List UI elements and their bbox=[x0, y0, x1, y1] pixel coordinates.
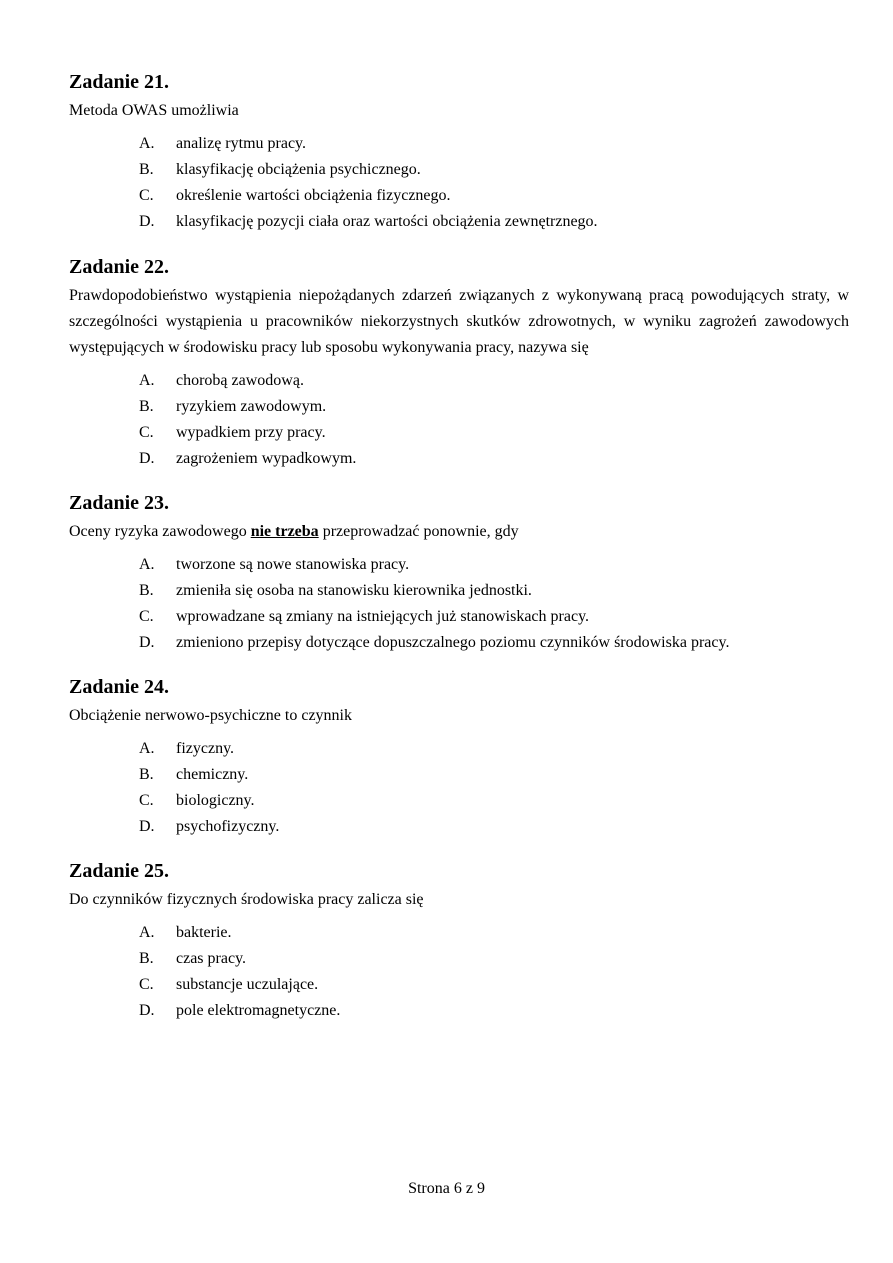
answer-letter: C. bbox=[139, 187, 154, 204]
answer-text: zmieniła się osoba na stanowisku kierownika jednostki. bbox=[176, 582, 532, 599]
answer-option-c bbox=[69, 183, 849, 209]
answer-option-c bbox=[69, 788, 849, 814]
answer-text: chemiczny. bbox=[176, 766, 249, 783]
answer-text: chorobą zawodową. bbox=[176, 372, 304, 389]
answer-letter: A. bbox=[139, 924, 155, 941]
answer-letter: D. bbox=[139, 450, 155, 467]
answer-letter: B. bbox=[139, 950, 154, 967]
answer-text: klasyfikację obciążenia psychicznego. bbox=[176, 161, 421, 178]
answer-option-c bbox=[69, 420, 849, 446]
answer-letter: B. bbox=[139, 161, 154, 178]
answer-option-a bbox=[69, 368, 849, 394]
question-text-before: Oceny ryzyka zawodowego bbox=[69, 523, 251, 540]
answer-letter: A. bbox=[139, 556, 155, 573]
answer-text: wypadkiem przy pracy. bbox=[176, 424, 326, 441]
answer-option-b bbox=[69, 394, 849, 420]
answer-option-d bbox=[69, 814, 849, 840]
answer-text: wprowadzane są zmiany na istniejących już stanowiskach pracy. bbox=[176, 608, 590, 625]
task-23 bbox=[69, 491, 849, 656]
question-text-after: przeprowadzać ponownie, gdy bbox=[318, 523, 519, 540]
task-question bbox=[69, 519, 849, 545]
answer-text: substancje uczulające. bbox=[176, 976, 319, 993]
task-title: Zadanie 24. bbox=[69, 676, 170, 698]
answer-list bbox=[69, 920, 849, 1024]
answer-option-a bbox=[69, 920, 849, 946]
task-title: Zadanie 21. bbox=[69, 71, 170, 93]
answer-option-d bbox=[69, 630, 849, 656]
answer-letter: A. bbox=[139, 135, 155, 152]
answer-letter: A. bbox=[139, 372, 155, 389]
answer-letter: B. bbox=[139, 582, 154, 599]
answer-option-c bbox=[69, 972, 849, 998]
answer-text: zmieniono przepisy dotyczące dopuszczalnego poziomu czynników środowiska pracy. bbox=[176, 634, 730, 651]
answer-text: klasyfikację pozycji ciała oraz wartości obciążenia zewnętrznego. bbox=[176, 213, 598, 230]
answer-text: fizyczny. bbox=[176, 740, 235, 757]
task-title: Zadanie 25. bbox=[69, 860, 170, 882]
task-question: Metoda OWAS umożliwia bbox=[69, 102, 239, 119]
answer-option-a bbox=[69, 552, 849, 578]
answer-text: bakterie. bbox=[176, 924, 232, 941]
answer-option-d bbox=[69, 446, 849, 472]
answer-letter: C. bbox=[139, 424, 154, 441]
answer-letter: D. bbox=[139, 213, 155, 230]
answer-list bbox=[69, 736, 849, 840]
answer-option-b bbox=[69, 946, 849, 972]
task-title: Zadanie 22. bbox=[69, 256, 170, 278]
task-question: Do czynników fizycznych środowiska pracy zalicza się bbox=[69, 891, 424, 908]
answer-letter: D. bbox=[139, 1002, 155, 1019]
answer-text: tworzone są nowe stanowiska pracy. bbox=[176, 556, 410, 573]
answer-list bbox=[69, 368, 849, 472]
task-21 bbox=[69, 70, 849, 235]
answer-letter: C. bbox=[139, 792, 154, 809]
answer-letter: D. bbox=[139, 634, 155, 651]
answer-text: czas pracy. bbox=[176, 950, 247, 967]
task-title: Zadanie 23. bbox=[69, 492, 170, 514]
answer-letter: B. bbox=[139, 398, 154, 415]
answer-text: pole elektromagnetyczne. bbox=[176, 1002, 341, 1019]
answer-letter: D. bbox=[139, 818, 155, 835]
question-emphasis: nie trzeba bbox=[250, 523, 319, 540]
answer-option-a bbox=[69, 736, 849, 762]
answer-text: psychofizyczny. bbox=[176, 818, 280, 835]
answer-option-d bbox=[69, 998, 849, 1024]
task-question: Obciążenie nerwowo-psychiczne to czynnik bbox=[69, 707, 352, 724]
answer-list bbox=[69, 552, 849, 656]
answer-letter: B. bbox=[139, 766, 154, 783]
answer-option-a bbox=[69, 131, 849, 157]
task-question: Prawdopodobieństwo wystąpienia niepożądanych zdarzeń związanych z wykonywaną pracą powodujących straty, w szczególności wystąpienia u pracowników niekorzystnych skutków zdrowotnych, w wyniku zagrożeń zawodowych występujących w środowisku pracy lub sposobu wykonywania pracy, nazywa się bbox=[69, 287, 849, 356]
answer-option-d bbox=[69, 209, 849, 235]
task-25 bbox=[69, 859, 849, 1024]
answer-text: zagrożeniem wypadkowym. bbox=[176, 450, 357, 467]
page-number: Strona 6 z 9 bbox=[408, 1180, 485, 1197]
task-22 bbox=[69, 255, 849, 472]
answer-text: biologiczny. bbox=[176, 792, 255, 809]
answer-letter: C. bbox=[139, 976, 154, 993]
answer-list bbox=[69, 131, 849, 235]
answer-option-b bbox=[69, 157, 849, 183]
answer-letter: A. bbox=[139, 740, 155, 757]
answer-text: określenie wartości obciążenia fizycznego. bbox=[176, 187, 451, 204]
answer-option-c bbox=[69, 604, 849, 630]
answer-letter: C. bbox=[139, 608, 154, 625]
answer-text: ryzykiem zawodowym. bbox=[176, 398, 327, 415]
task-24 bbox=[69, 675, 849, 840]
answer-option-b bbox=[69, 578, 849, 604]
answer-text: analizę rytmu pracy. bbox=[176, 135, 307, 152]
answer-option-b bbox=[69, 762, 849, 788]
